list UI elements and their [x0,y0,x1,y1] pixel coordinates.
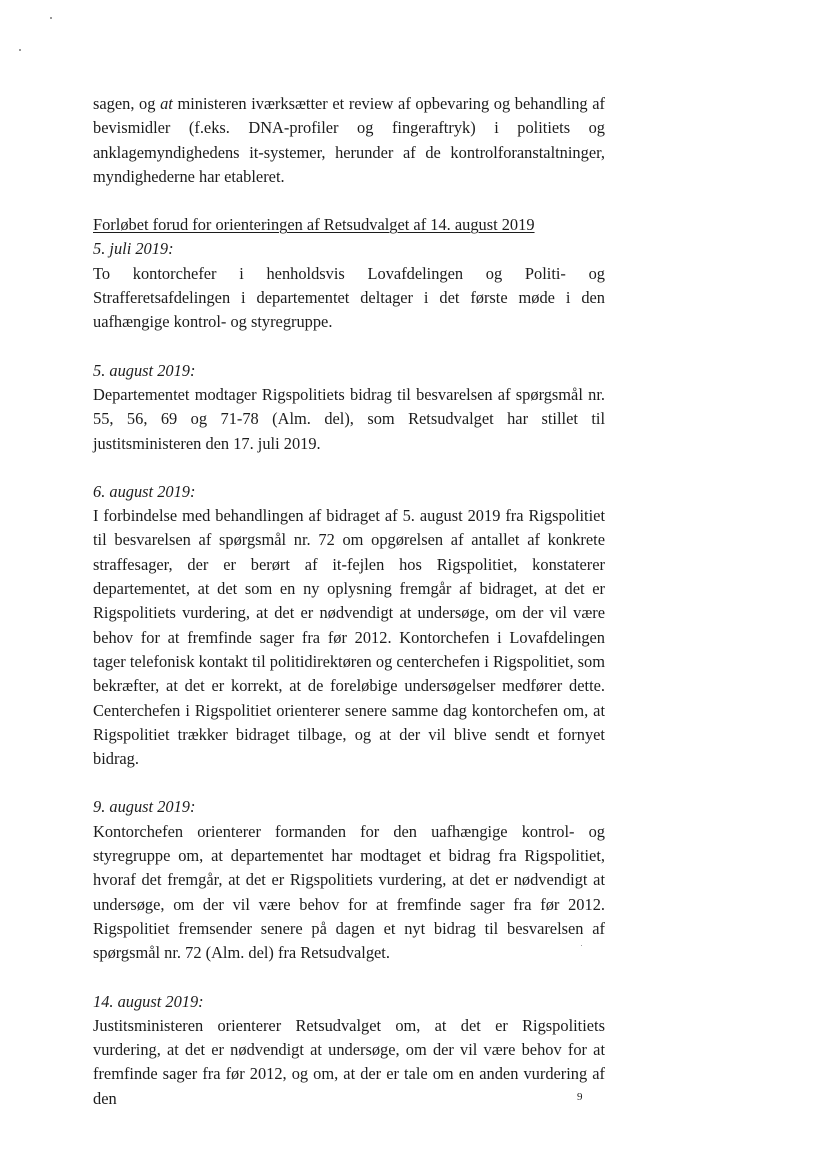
timeline-entry [93,990,605,1111]
paragraph-spacer [93,966,605,990]
entry-text: Kontorchefen orienterer formanden for den uafhængige kontrol- og styregruppe om, at departementet har modtaget et bidrag fra Rigspolitiet, hvoraf det fremgår, at det er Rigspolitiets vurdering, at det er nødvendigt at undersøge, om der vil være behov for at fremfinde sager fra før 2012. Rigspolitiet fremsender senere på dagen et nyt bidrag til besvarelsen af spørgsmål nr. 72 (Alm. del) fra Retsudvalget. [93,821,605,963]
entry-text: Justitsministeren orienterer Retsudvalget om, at det er Rigspolitiets vurdering, at det er nødvendigt at undersøge, om der vil være behov for at fremfinde sager fra før 2012, og om, at der er tale om en anden vurdering af den [93,1015,605,1108]
entry-text: Departementet modtager Rigspolitiets bidrag til besvarelsen af spørgsmål nr. 55, 56, 69 og 71-78 (Alm. del), som Retsudvalget har stillet til justitsministeren den 17. juli 2019. [93,384,605,453]
entry-date: 5. august 2019: [93,360,196,380]
paragraph-spacer [93,335,605,359]
intro-paragraph [93,92,605,189]
document-body [93,92,605,1111]
timeline-entry [93,795,605,965]
section-heading: Forløbet forud for orienteringen af Retsudvalget af 14. august 2019 [93,215,535,235]
paragraph-spacer [93,771,605,795]
paragraph-spacer [93,189,605,213]
scan-speck [50,17,52,19]
entry-text: I forbindelse med behandlingen af bidraget af 5. august 2019 fra Rigspolitiet til besvarelsen af spørgsmål nr. 72 om opgørelsen af antallet af konkrete straffesager, der er berørt af it-fejlen hos Rigspolitiet, konstaterer departementet, at det som en ny oplysning fremgår af bidraget, at det er Rigspolitiets vurdering, at det er nødvendigt at undersøge, om der vil være behov for at fremfinde sager fra før 2012. Kontorchefen i Lovafdelingen tager telefonisk kontakt til politidirektøren og centerchefen i Rigspolitiet, som bekræfter, at det er korrekt, at de foreløbige undersøgelser medfører dette. Centerchefen i Rigspolitiet orienterer senere samme dag kontorchefen om, at Rigspolitiet trækker bidraget tilbage, og at der vil blive sendt et fornyet bidrag. [93,506,605,769]
entry-date: 5. juli 2019: [93,239,174,259]
timeline-entry [93,359,605,456]
scan-speck [19,49,21,51]
intro-emphasis: at [160,94,173,113]
entry-date: 14. august 2019: [93,991,204,1011]
entry-date: 6. august 2019: [93,481,196,501]
entry-text: To kontorchefer i henholdsvis Lovafdelingen og Politi- og Strafferetsafdelingen i departementet deltager i det første møde i den uafhængige kontrol- og styregruppe. [93,263,605,332]
intro-rest: ministeren iværksætter et review af opbevaring og behandling af bevismidler (f.eks. DNA-profiler og fingeraftryk) i politiets og anklagemyndighedens it-systemer, herunder af de kontrolforanstaltninger, myndighederne har etableret. [93,94,605,186]
entry-date: 9. august 2019: [93,797,196,817]
timeline-entry [93,237,605,334]
intro-prefix: sagen, og [93,94,161,113]
page-number: 9 [577,1091,583,1103]
paragraph-spacer [93,456,605,480]
timeline-entry [93,480,605,772]
